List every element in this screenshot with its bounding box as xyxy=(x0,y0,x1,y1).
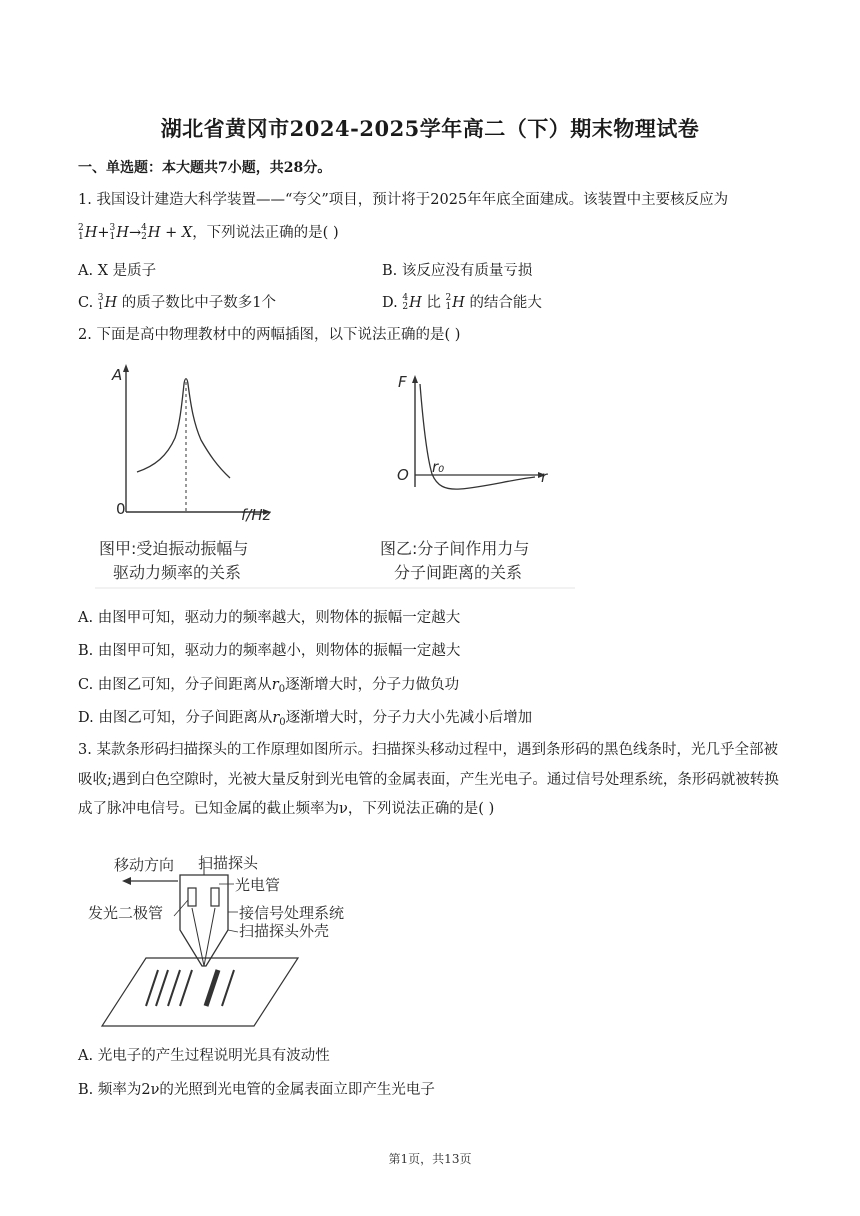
barcode-bar xyxy=(146,970,158,1006)
label-signal-system: 接信号处理系统 xyxy=(239,904,345,922)
q1-option-d-mid: 比 xyxy=(426,295,441,311)
light-ray-out xyxy=(204,908,215,966)
q1-option-d-text: 的结合能大 xyxy=(469,295,542,311)
q3-option-b: B. 频率为2ν的光照到光电管的金属表面立即产生光电子 xyxy=(78,1082,435,1098)
q1-option-c-text: 的质子数比中子数多1个 xyxy=(121,295,277,311)
fig2-caption-1: 图乙:分子间作用力与 xyxy=(380,539,530,558)
page-title: 湖北省黄冈市2024-2025学年高二（下）期末物理试卷 xyxy=(160,116,700,141)
q3-stem: 3. 某款条形码扫描探头的工作原理如图所示。扫描探头移动过程中，遇到条形码的黑色线条时，光几乎全部被吸收;遇到白色空隙时，光被大量反射到光电管的金属表面，产生光电子。通过信号处理系统，条形码就被转换成了脉冲电信号。已知金属的截止频率为ν，下列说法正确的是( ) xyxy=(78,742,779,817)
q2-option-b: B. 由图甲可知，驱动力的频率越小，则物体的振幅一定越大 xyxy=(78,643,461,659)
label-phototube: 光电管 xyxy=(235,876,281,894)
fig1-y-label: A xyxy=(112,366,123,384)
label-probe-shell: 扫描探头外壳 xyxy=(239,922,330,940)
q2-stem: 2. 下面是高中物理教材中的两幅插图，以下说法正确的是( ) xyxy=(78,327,461,343)
led-element xyxy=(188,888,196,906)
q1-stem-tail: ，下列说法正确的是( ) xyxy=(192,225,339,241)
q2-figure xyxy=(95,362,575,590)
led-leader xyxy=(174,900,188,916)
shell-leader xyxy=(228,930,238,932)
fig1-caption-2: 驱动力频率的关系 xyxy=(113,563,242,582)
q1-option-a: A. X 是质子 xyxy=(78,263,157,279)
fig2-y-arrow xyxy=(412,375,418,383)
barcode-bar xyxy=(206,970,218,1006)
fig1-resonance-curve xyxy=(137,379,230,478)
q2-option-d-post: 逐渐增大时，分子力大小先减小后增加 xyxy=(285,710,533,726)
barcode-bar xyxy=(168,970,180,1006)
q2-option-a: A. 由图甲可知，驱动力的频率越大，则物体的振幅一定越大 xyxy=(78,610,461,626)
q1-option-b: B. 该反应没有质量亏损 xyxy=(382,263,533,279)
fig2-caption-2: 分子间距离的关系 xyxy=(394,563,523,582)
q1-stem-line2: 2 1 H+ 3 1 H→ 4 2 H + X，下列说法正确的是( ) xyxy=(78,223,339,242)
probe-shell xyxy=(180,875,228,966)
phototube-element xyxy=(211,888,219,906)
label-led: 发光二极管 xyxy=(88,904,164,922)
fig2-origin: O xyxy=(397,466,409,484)
q2-option-d: D. 由图乙可知，分子间距离从$r_0$逐渐增大时，分子力大小先减小后增加 xyxy=(78,710,533,728)
q3-option-a: A. 光电子的产生过程说明光具有波动性 xyxy=(78,1048,330,1064)
fig2-y-label: F xyxy=(398,373,407,391)
label-probe: 扫描探头 xyxy=(198,854,259,872)
section-heading: 一、单选题：本大题共7小题，共28分。 xyxy=(78,160,332,176)
light-ray-in xyxy=(192,908,204,966)
q2-option-c-post: 逐渐增大时，分子力做负功 xyxy=(285,677,460,693)
page-footer: 第1页，共13页 xyxy=(388,1152,472,1166)
fig2-x-label: r xyxy=(541,468,548,486)
barcode-bar xyxy=(156,970,168,1006)
label-move-direction: 移动方向 xyxy=(114,856,175,874)
barcode-bar xyxy=(222,970,234,1006)
q1-option-c: C. 3 1 H 的质子数比中子数多1个 xyxy=(78,293,277,312)
barcode-sheet xyxy=(102,958,298,1026)
move-arrowhead xyxy=(122,877,131,885)
barcode-bar xyxy=(180,970,192,1006)
fig1-origin: 0 xyxy=(116,500,126,518)
q2-option-c-pre: C. 由图乙可知，分子间距离从 xyxy=(78,677,272,693)
q1-stem-line1: 1. 我国设计建造大科学装置——“夸父”项目，预计将于2025年年底全面建成。该装置中主要核反应为 xyxy=(78,192,729,208)
fig1-y-arrow xyxy=(123,364,129,372)
q3-figure xyxy=(88,848,384,1028)
fig1-x-label: f/Hz xyxy=(241,506,271,524)
q1-option-d: D. 4 2 H 比 2 1 H 的结合能大 xyxy=(382,293,542,312)
q2-option-c: C. 由图乙可知，分子间距离从$r_0$逐渐增大时，分子力做负功 xyxy=(78,677,460,695)
fig2-r0-label: r₀ xyxy=(432,458,445,476)
fig1-caption-1: 图甲:受迫振动振幅与 xyxy=(99,539,249,558)
q2-option-d-pre: D. 由图乙可知，分子间距离从 xyxy=(78,710,273,726)
